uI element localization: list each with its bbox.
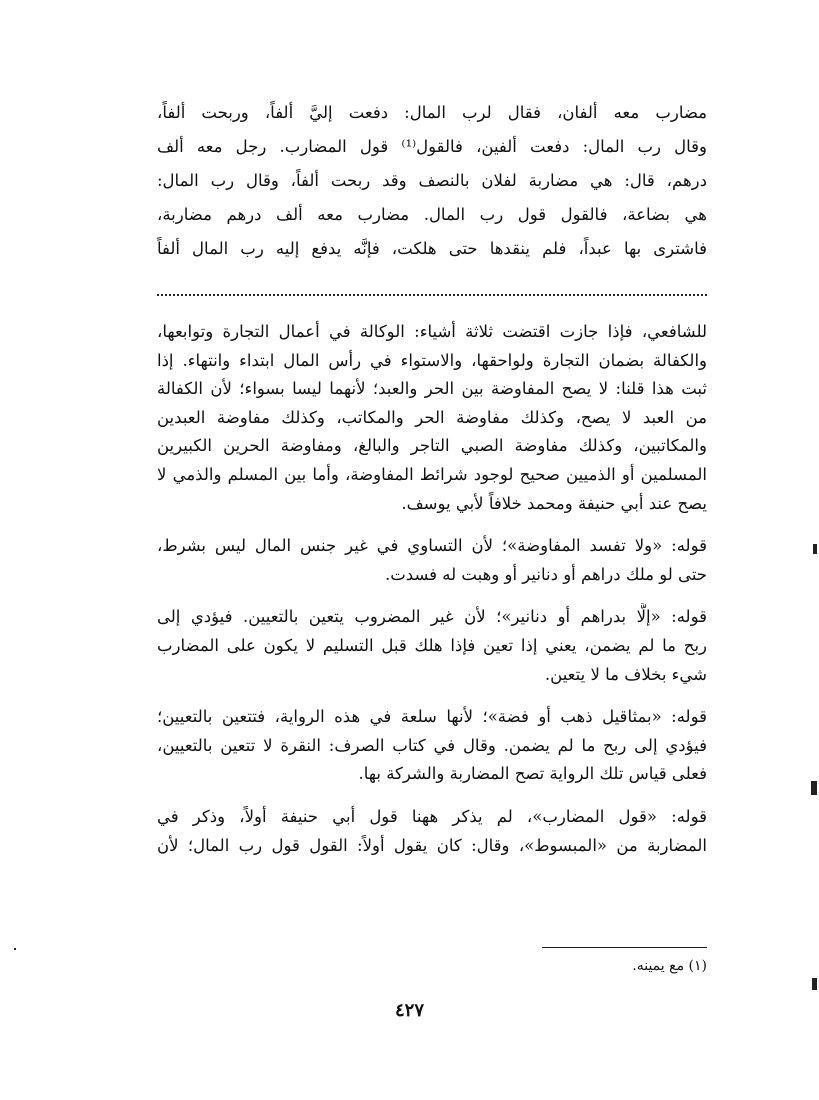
scan-speck <box>812 978 817 990</box>
footnote: (١) مع يمينه. <box>632 958 707 974</box>
scan-speck <box>813 544 817 554</box>
commentary-line: ربح ما لم يضمن، يعني إذا تعين فإذا هلك قبل التسليم لا يكون على المضارب <box>157 635 707 655</box>
commentary-line: فعلى قياس تلك الرواية تصح المضاربة والشركة بها. <box>358 764 707 784</box>
commentary-line: من العبد لا يصح، وكذلك مفاوضة الحر والمكاتب، وكذلك مفاوضة العبدين <box>157 407 707 427</box>
commentary-line: حتى لو ملك دراهم أو دنانير أو وهبت له فسدت. <box>385 564 707 584</box>
commentary-paragraph <box>157 703 707 789</box>
main-text-line: درهم، قال: هي مضاربة لفلان بالنصف وقد ربحت ألفاً، وقال رب المال: <box>157 171 707 190</box>
commentary-paragraph <box>157 318 707 518</box>
main-text-line: فاشترى بها عبداً، فلم ينقدها حتى هلكت، فإنَّه يدفع إليه رب المال ألفاً <box>157 239 707 258</box>
commentary-line: فيؤدي إلى ربح ما لم يضمن. وقال في كتاب الصرف: النقرة لا تتعين بالتعيين، <box>157 735 707 755</box>
commentary-line: قوله: «بمثاقيل ذهب أو فضة»؛ لأنها سلعة في هذه الرواية، فتتعين بالتعيين؛ <box>157 707 707 727</box>
commentary-paragraph <box>157 803 707 860</box>
commentary-paragraph <box>157 603 707 689</box>
commentary-line: والمكاتبين، وكذلك مفاوضة الصبي التاجر والبالغ، ومفاوضة الحرين الكبيرين <box>157 436 707 456</box>
commentary-line: يصح عند أبي حنيفة ومحمد خلافاً لأبي يوسف. <box>401 493 707 513</box>
commentary-line: والكفالة بضمان التجارة ولواحقها، والاستواء في رأس المال ابتداء وانتهاء. إذا <box>157 350 707 370</box>
scan-speck <box>811 781 817 795</box>
commentary-line: قوله: «قول المضارب»، لم يذكر ههنا قول أبي حنيفة أولاً، وذكر في <box>157 806 707 826</box>
commentary-line: المسلمين أو الذميين صحيح لوجود شرائط المفاوضة، وأما بين المسلم والذمي لا <box>157 464 707 484</box>
commentary-line: قوله: «ولا تفسد المفاوضة»؛ لأن التساوي في غير جنس المال ليس بشرط، <box>157 536 707 556</box>
commentary-line: المضاربة من «المبسوط»، وقال: كان يقول أولاً: القول قول رب المال؛ لأن <box>157 835 707 855</box>
dotted-separator <box>157 294 707 296</box>
commentary-line: ثبت هذا قلنا: لا يصح المفاوضة بين الحر والعبد؛ لأنهما ليسا بسواء؛ لأن الكفالة <box>157 379 707 399</box>
scan-speck <box>14 948 16 950</box>
commentary-paragraph <box>157 532 707 589</box>
main-text-line: وقال رب المال: دفعت ألفين، فالقول⁽¹⁾ قول المضارب. رجل معه ألف <box>157 137 707 156</box>
commentary-line: للشافعي، فإذا جازت اقتضت ثلاثة أشياء: الوكالة في أعمال التجارة وتوابعها، <box>157 322 707 341</box>
main-text <box>157 96 707 266</box>
page-number: ٤٢٧ <box>394 1000 424 1021</box>
commentary-text <box>157 318 707 860</box>
footnote-rule <box>542 947 707 948</box>
commentary-line: شيء بخلاف ما لا يتعين. <box>544 664 707 684</box>
commentary-line: قوله: «إلَّا بدراهم أو دنانير»؛ لأن غير المضروب يتعين بالتعيين. فيؤدي إلى <box>157 607 707 627</box>
main-text-line: مضارب معه ألفان، فقال لرب المال: دفعت إليَّ ألفاً، وربحت ألفاً، <box>157 103 707 122</box>
main-text-line: هي بضاعة، فالقول قول رب المال. مضارب معه ألف درهم مضاربة، <box>157 205 707 224</box>
